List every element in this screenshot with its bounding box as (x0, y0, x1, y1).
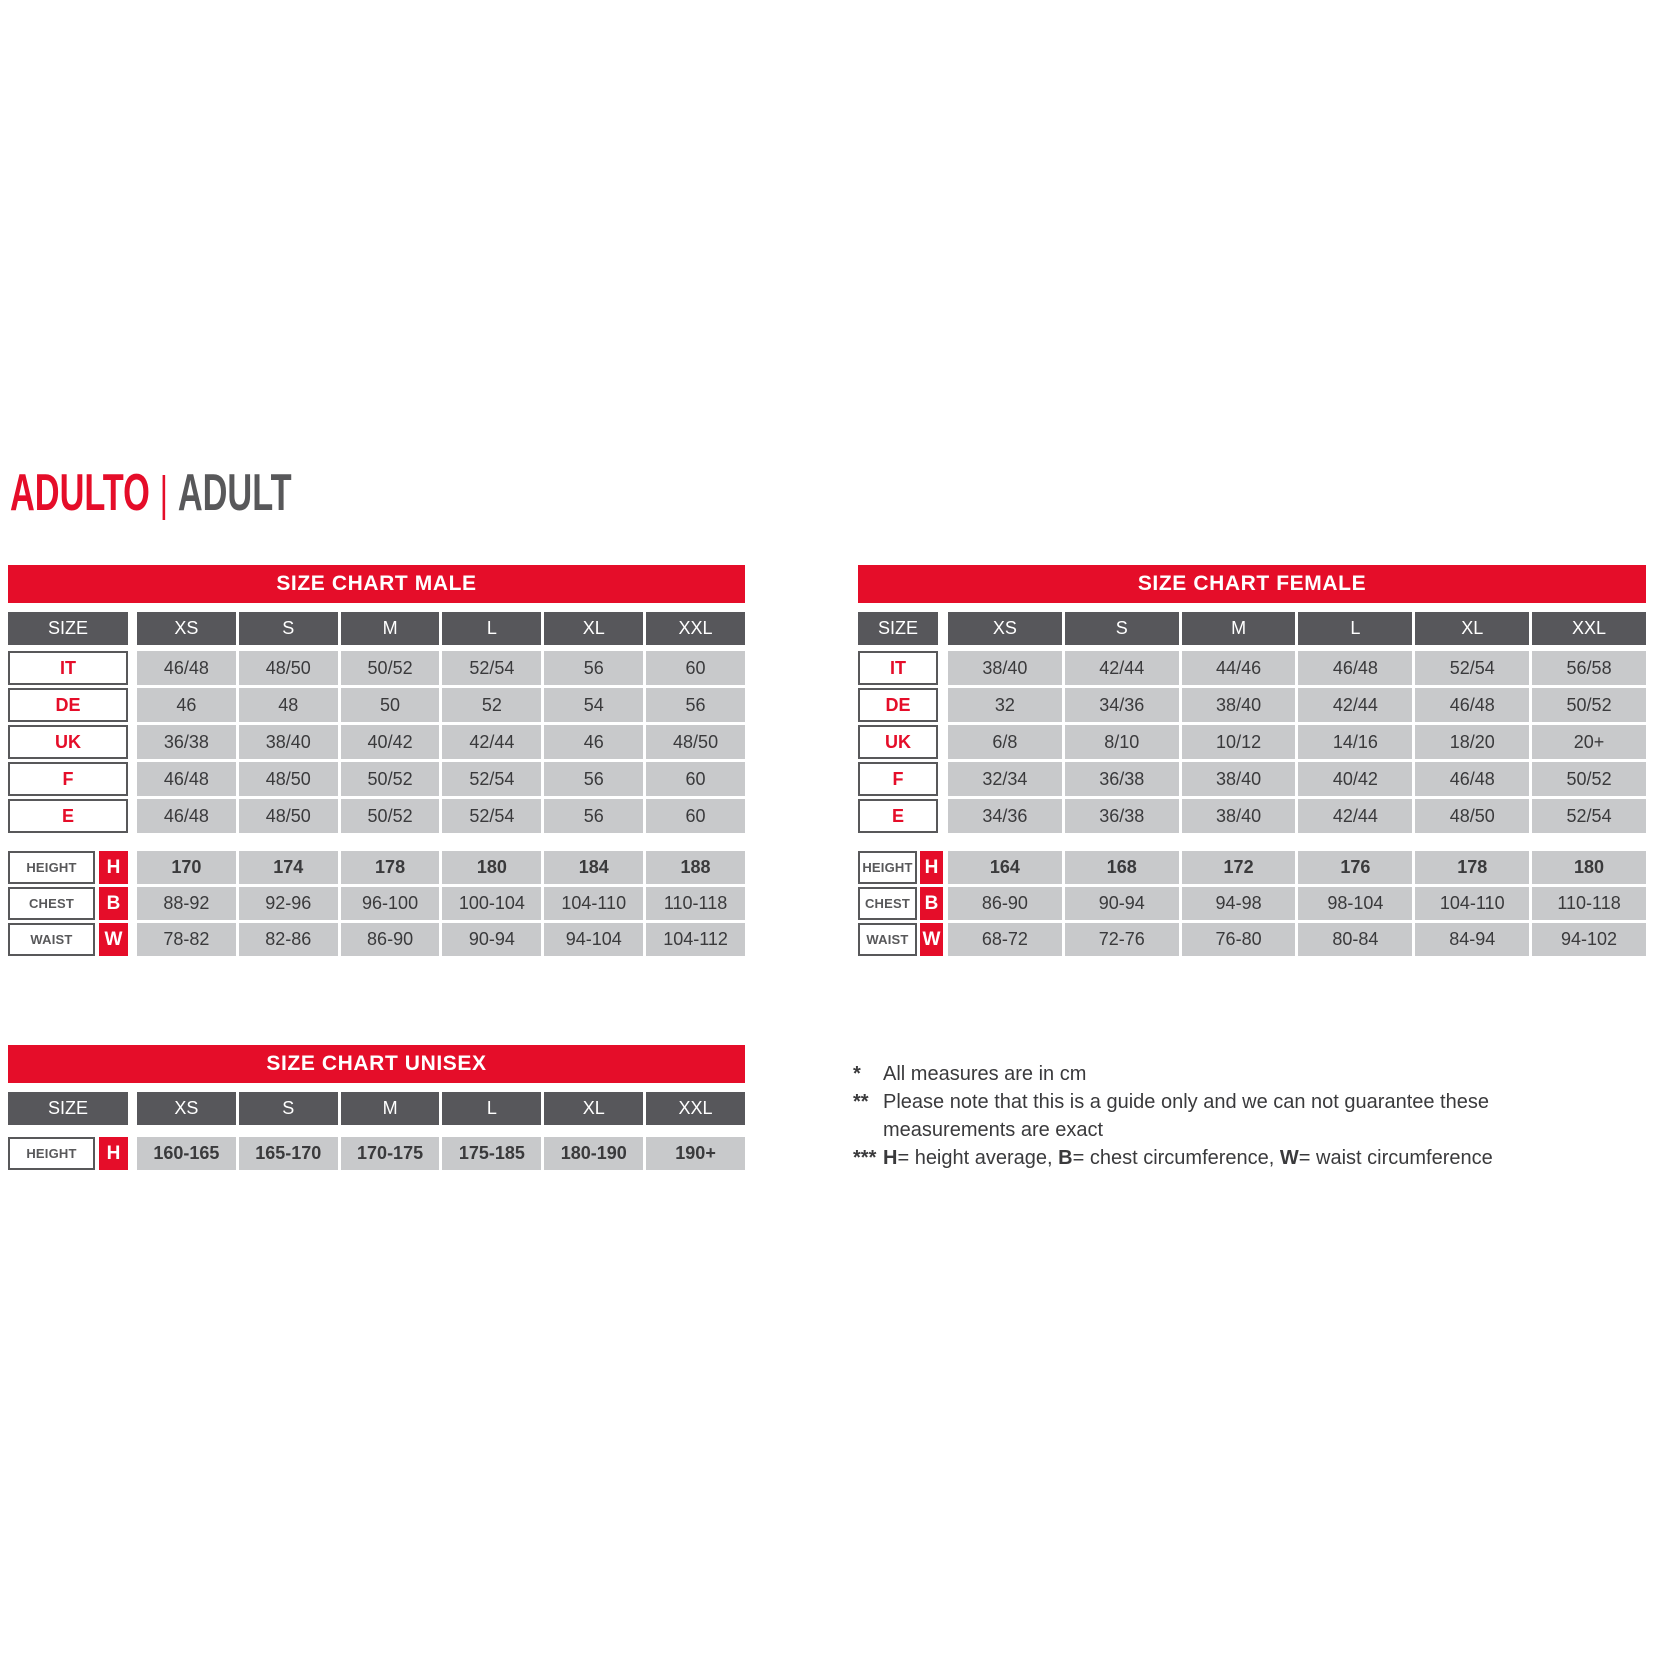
page-title-primary: ADULTO (10, 464, 150, 522)
measure-label-chest: CHEST (858, 887, 917, 920)
unisex-col-header-xs: XS (137, 1092, 236, 1125)
footnote-text: All measures are in cm (883, 1063, 1087, 1085)
male-size-row-it (8, 651, 745, 685)
measure-cell: 78-82 (137, 923, 236, 956)
size-cell: 36/38 (1065, 799, 1179, 833)
measure-label-waist: WAIST (858, 923, 917, 956)
measure-letter-h-badge: H (920, 851, 943, 884)
size-cell: 56 (544, 762, 643, 796)
male-col-header-xs: XS (137, 612, 236, 645)
unisex-header-row (8, 1092, 745, 1125)
male-size-header-cell: SIZE (8, 612, 128, 645)
size-cell: 52/54 (442, 762, 541, 796)
size-cell: 32 (948, 688, 1062, 722)
measure-cell: 180-190 (544, 1137, 643, 1170)
size-cell: 36/38 (137, 725, 236, 759)
measure-label-waist: WAIST (8, 923, 95, 956)
size-cell: 44/46 (1182, 651, 1296, 685)
size-cell: 54 (544, 688, 643, 722)
measure-cell: 82-86 (239, 923, 338, 956)
measure-cell: 72-76 (1065, 923, 1179, 956)
unisex-col-header-m: M (341, 1092, 440, 1125)
measure-cell: 94-98 (1182, 887, 1296, 920)
size-cell: 48/50 (1415, 799, 1529, 833)
size-cell: 52/54 (442, 799, 541, 833)
size-cell: 32/34 (948, 762, 1062, 796)
male-header-row (8, 612, 745, 645)
male-col-header-xl: XL (544, 612, 643, 645)
size-cell: 50/52 (341, 651, 440, 685)
row-label-de: DE (8, 688, 128, 722)
footnote-marker: * (853, 1063, 861, 1085)
size-cell: 56 (544, 799, 643, 833)
size-cell: 48/50 (239, 651, 338, 685)
measure-letter-w-badge: W (99, 923, 128, 956)
female-size-row-it (858, 651, 1646, 685)
row-label-e: E (858, 799, 938, 833)
size-chart-unisex-table (8, 1045, 745, 1173)
female-waist-row (858, 923, 1646, 956)
measure-cell: 170-175 (341, 1137, 440, 1170)
measure-letter-h-badge: H (99, 851, 128, 884)
unisex-table-title-banner: SIZE CHART UNISEX (8, 1045, 745, 1083)
measure-label-chest: CHEST (8, 887, 95, 920)
female-size-row-e (858, 799, 1646, 833)
measure-cell: 178 (341, 851, 440, 884)
size-cell: 42/44 (1298, 688, 1412, 722)
measure-letter-h-badge: H (99, 1137, 128, 1170)
size-chart-male-table (8, 565, 745, 959)
footnote-abbreviations (853, 1144, 1569, 1172)
measure-cell: 98-104 (1298, 887, 1412, 920)
measure-cell: 180 (442, 851, 541, 884)
size-cell: 56 (544, 651, 643, 685)
measure-cell: 96-100 (341, 887, 440, 920)
measure-cell: 175-185 (442, 1137, 541, 1170)
measure-label-height: HEIGHT (858, 851, 917, 884)
measure-cell: 180 (1532, 851, 1646, 884)
footnote-text: H= height average, B= chest circumference, W= waist circumference (883, 1147, 1493, 1169)
footnote-guide-disclaimer (853, 1088, 1569, 1144)
size-cell: 42/44 (1065, 651, 1179, 685)
measure-cell: 164 (948, 851, 1062, 884)
measure-cell: 86-90 (948, 887, 1062, 920)
male-col-header-s: S (239, 612, 338, 645)
female-size-header-cell: SIZE (858, 612, 938, 645)
measure-letter-w-badge: W (920, 923, 943, 956)
footnote-marker: ** (853, 1091, 869, 1113)
size-cell: 38/40 (239, 725, 338, 759)
measure-cell: 110-118 (1532, 887, 1646, 920)
size-cell: 52/54 (442, 651, 541, 685)
size-cell: 50 (341, 688, 440, 722)
male-size-row-e (8, 799, 745, 833)
measure-cell: 94-104 (544, 923, 643, 956)
measure-cell: 160-165 (137, 1137, 236, 1170)
female-size-row-de (858, 688, 1646, 722)
size-cell: 46/48 (1415, 688, 1529, 722)
female-col-header-xs: XS (948, 612, 1062, 645)
size-cell: 42/44 (442, 725, 541, 759)
measure-label-height: HEIGHT (8, 851, 95, 884)
size-cell: 46/48 (1415, 762, 1529, 796)
size-cell: 50/52 (1532, 762, 1646, 796)
size-cell: 36/38 (1065, 762, 1179, 796)
measure-cell: 104-112 (646, 923, 745, 956)
size-cell: 20+ (1532, 725, 1646, 759)
size-cell: 42/44 (1298, 799, 1412, 833)
size-cell: 46 (544, 725, 643, 759)
footnote-text: Please note that this is a guide only and we can not guarantee these measurements are exact (883, 1091, 1489, 1141)
size-cell: 38/40 (1182, 799, 1296, 833)
measure-cell: 188 (646, 851, 745, 884)
size-cell: 48/50 (646, 725, 745, 759)
measure-letter-b-badge: B (920, 887, 943, 920)
size-cell: 48 (239, 688, 338, 722)
size-cell: 18/20 (1415, 725, 1529, 759)
measure-cell: 84-94 (1415, 923, 1529, 956)
measure-cell: 90-94 (442, 923, 541, 956)
row-label-it: IT (8, 651, 128, 685)
male-chest-row (8, 887, 745, 920)
male-table-title-banner: SIZE CHART MALE (8, 565, 745, 603)
size-cell: 50/52 (341, 762, 440, 796)
size-chart-female-table (858, 565, 1646, 959)
female-col-header-xxl: XXL (1532, 612, 1646, 645)
female-chest-row (858, 887, 1646, 920)
measure-cell: 184 (544, 851, 643, 884)
measure-cell: 90-94 (1065, 887, 1179, 920)
measure-cell: 100-104 (442, 887, 541, 920)
size-cell: 46 (137, 688, 236, 722)
male-size-row-f (8, 762, 745, 796)
female-col-header-s: S (1065, 612, 1179, 645)
size-cell: 60 (646, 651, 745, 685)
measure-cell: 165-170 (239, 1137, 338, 1170)
unisex-col-header-xl: XL (544, 1092, 643, 1125)
measure-letter-b-badge: B (99, 887, 128, 920)
measure-cell: 172 (1182, 851, 1296, 884)
unisex-col-header-s: S (239, 1092, 338, 1125)
size-cell: 40/42 (1298, 762, 1412, 796)
male-col-header-l: L (442, 612, 541, 645)
female-size-row-uk (858, 725, 1646, 759)
page-title-separator: | (159, 468, 168, 521)
male-col-header-xxl: XXL (646, 612, 745, 645)
unisex-size-header-cell: SIZE (8, 1092, 128, 1125)
measure-cell: 76-80 (1182, 923, 1296, 956)
unisex-col-header-xxl: XXL (646, 1092, 745, 1125)
size-cell: 14/16 (1298, 725, 1412, 759)
footnote-measures-unit (853, 1060, 1569, 1088)
measure-cell: 176 (1298, 851, 1412, 884)
measure-cell: 178 (1415, 851, 1529, 884)
size-cell: 38/40 (948, 651, 1062, 685)
size-cell: 48/50 (239, 799, 338, 833)
measure-cell: 170 (137, 851, 236, 884)
female-col-header-xl: XL (1415, 612, 1529, 645)
size-cell: 56 (646, 688, 745, 722)
size-cell: 34/36 (948, 799, 1062, 833)
size-cell: 52 (442, 688, 541, 722)
measure-cell: 168 (1065, 851, 1179, 884)
size-cell: 52/54 (1415, 651, 1529, 685)
female-size-row-f (858, 762, 1646, 796)
row-label-f: F (8, 762, 128, 796)
female-table-title-banner: SIZE CHART FEMALE (858, 565, 1646, 603)
measure-cell: 110-118 (646, 887, 745, 920)
unisex-col-header-l: L (442, 1092, 541, 1125)
male-col-header-m: M (341, 612, 440, 645)
unisex-height-row (8, 1137, 745, 1170)
page-title-secondary: ADULT (177, 464, 292, 522)
female-header-row (858, 612, 1646, 645)
page-title (10, 464, 292, 522)
size-cell: 60 (646, 799, 745, 833)
female-height-row (858, 851, 1646, 884)
measure-cell: 86-90 (341, 923, 440, 956)
male-size-row-uk (8, 725, 745, 759)
measure-label-height: HEIGHT (8, 1137, 95, 1170)
size-cell: 60 (646, 762, 745, 796)
size-cell: 48/50 (239, 762, 338, 796)
measure-cell: 104-110 (544, 887, 643, 920)
size-cell: 8/10 (1065, 725, 1179, 759)
size-cell: 52/54 (1532, 799, 1646, 833)
footnote-marker: *** (853, 1147, 877, 1169)
female-col-header-m: M (1182, 612, 1296, 645)
size-cell: 6/8 (948, 725, 1062, 759)
row-label-it: IT (858, 651, 938, 685)
size-cell: 46/48 (137, 799, 236, 833)
row-label-uk: UK (8, 725, 128, 759)
size-cell: 56/58 (1532, 651, 1646, 685)
male-height-row (8, 851, 745, 884)
male-waist-row (8, 923, 745, 956)
size-cell: 38/40 (1182, 688, 1296, 722)
size-cell: 46/48 (137, 762, 236, 796)
size-cell: 10/12 (1182, 725, 1296, 759)
measure-cell: 190+ (646, 1137, 745, 1170)
female-col-header-l: L (1298, 612, 1412, 645)
measure-cell: 104-110 (1415, 887, 1529, 920)
size-cell: 50/52 (341, 799, 440, 833)
footnotes (853, 1060, 1569, 1172)
size-cell: 46/48 (1298, 651, 1412, 685)
measure-cell: 80-84 (1298, 923, 1412, 956)
measure-cell: 174 (239, 851, 338, 884)
male-size-row-de (8, 688, 745, 722)
measure-cell: 68-72 (948, 923, 1062, 956)
row-label-uk: UK (858, 725, 938, 759)
size-cell: 38/40 (1182, 762, 1296, 796)
row-label-e: E (8, 799, 128, 833)
size-cell: 50/52 (1532, 688, 1646, 722)
measure-cell: 92-96 (239, 887, 338, 920)
row-label-f: F (858, 762, 938, 796)
size-cell: 46/48 (137, 651, 236, 685)
measure-cell: 88-92 (137, 887, 236, 920)
size-cell: 34/36 (1065, 688, 1179, 722)
row-label-de: DE (858, 688, 938, 722)
size-cell: 40/42 (341, 725, 440, 759)
measure-cell: 94-102 (1532, 923, 1646, 956)
